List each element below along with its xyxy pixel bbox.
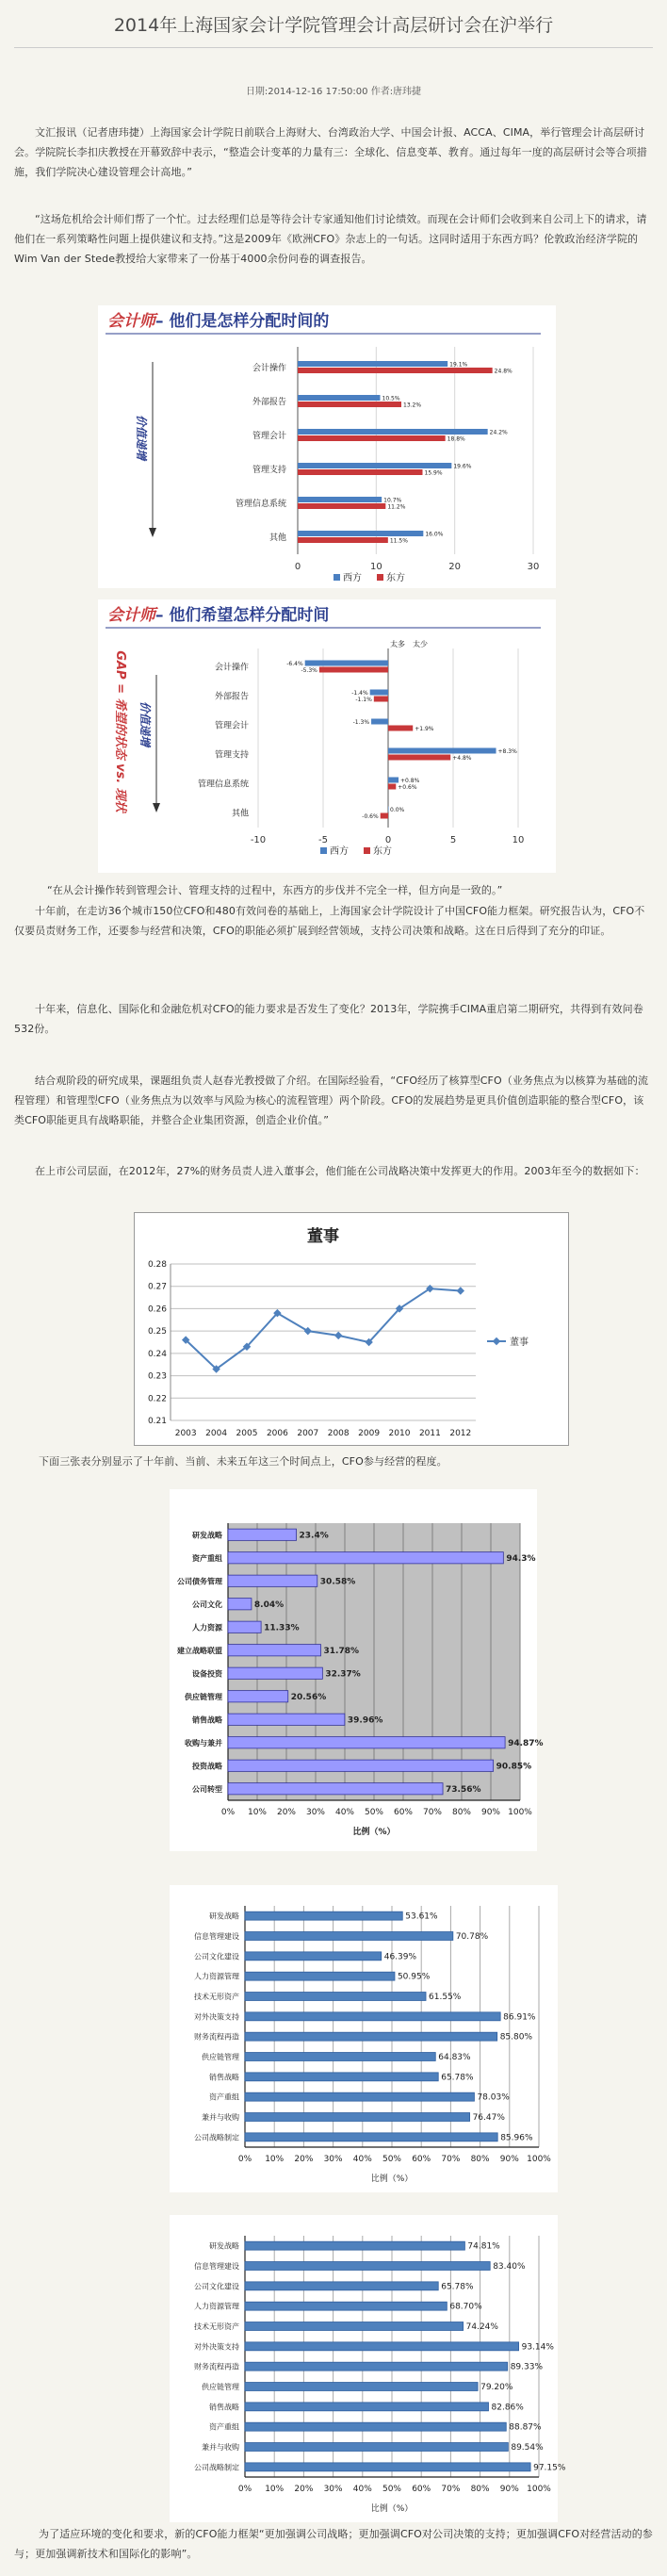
x-tick-label: 0% [220, 1808, 236, 1817]
data-label: 53.61% [405, 1911, 438, 1922]
category-label: 兼并与收购 [202, 2113, 239, 2122]
category-label: 其他 [268, 533, 286, 543]
data-label: 65.78% [441, 2282, 474, 2292]
category-label: 管理支持 [252, 466, 286, 475]
data-label: 24.2% [489, 429, 508, 436]
category-label: 资产重组 [192, 1553, 222, 1563]
x-axis-title: 比例（%） [370, 2504, 414, 2514]
data-label: 32.37% [325, 1669, 361, 1680]
x-tick-label: 2004 [205, 1429, 228, 1438]
data-label: -1.4% [351, 690, 368, 697]
data-label: 88.87% [509, 2422, 542, 2433]
x-tick-label: 50% [364, 1808, 384, 1817]
data-label: 74.81% [467, 2241, 500, 2252]
bar [371, 719, 388, 725]
bar [228, 1760, 494, 1771]
x-tick-label: 30% [323, 2485, 343, 2494]
x-tick-label: 100% [508, 1808, 532, 1817]
category-label: 管理会计 [252, 432, 286, 441]
legend-swatch [320, 847, 327, 854]
data-label: +0.8% [400, 778, 420, 784]
data-label: 83.40% [493, 2262, 526, 2272]
x-tick-label: 40% [334, 1808, 355, 1817]
x-tick-label: 20% [294, 2485, 314, 2494]
data-label: -0.6% [362, 813, 379, 820]
category-label: 对外决策支持 [194, 2342, 239, 2352]
x-tick-label: 50% [382, 2485, 402, 2494]
x-tick-label: 30 [527, 562, 540, 572]
category-label: 管理支持 [214, 750, 249, 761]
data-label: -5.3% [301, 667, 317, 674]
paragraph-3: “在从会计操作转到管理会计、管理支持的过程中，东西方的步伐并不完全一样，但方向是一致的。” [47, 884, 503, 896]
data-label: 86.91% [503, 2012, 536, 2023]
bar [245, 2463, 530, 2471]
data-label: 0.0% [390, 807, 405, 813]
article-meta: 日期:2014-12-16 17:50:00 作者:唐玮捷 [245, 87, 422, 97]
bar [298, 469, 423, 475]
category-label: 供应链管理 [202, 2053, 239, 2061]
category-label: 人力资源管理 [194, 1972, 239, 1981]
figure-current [170, 1885, 558, 2192]
side-label: 价值递增 [135, 414, 148, 461]
x-tick-label: 0 [384, 835, 392, 845]
bar [228, 1691, 288, 1702]
category-label: 公司战略制定 [194, 2133, 239, 2142]
data-label: 93.14% [521, 2342, 554, 2353]
bar [245, 2422, 506, 2431]
data-label: 30.58% [319, 1577, 356, 1587]
x-tick-label: 70% [422, 1808, 443, 1817]
data-label: 10.5% [382, 395, 400, 402]
chart-title-rest: – 他们是怎样分配时间的 [155, 312, 330, 331]
bar [298, 395, 381, 401]
data-point [304, 1327, 312, 1335]
category-label: 外部报告 [214, 692, 249, 702]
bar [245, 1932, 453, 1941]
x-tick-label: 90% [499, 2485, 519, 2494]
time-gap-chart [98, 599, 556, 873]
legend-label: 东方 [386, 573, 405, 583]
figure-director-ratio [134, 1212, 569, 1446]
chart-title-rest: – 他们希望怎样分配时间 [155, 606, 330, 625]
bar [245, 2073, 438, 2081]
x-tick-label: 40% [352, 2485, 372, 2494]
x-tick-label: 0 [294, 562, 301, 572]
category-label: 设备投资 [192, 1669, 222, 1679]
legend-swatch [364, 847, 370, 854]
y-tick-label: 0.24 [147, 1349, 167, 1359]
y-tick-label: 0.25 [147, 1327, 167, 1337]
annotation: 太多 太少 [390, 640, 428, 648]
bar [298, 537, 388, 543]
data-label: 11.5% [389, 537, 408, 545]
bar [245, 1911, 402, 1920]
category-label: 供应链管理 [185, 1692, 222, 1701]
paragraph-5: 十年来，信息化、国际化和金融危机对CFO的能力要求是否发生了变化？2013年，学院携手CIMA重启第二期研究，共得到有效问卷532份。 [14, 1003, 643, 1035]
bar [245, 2342, 519, 2351]
category-label: 会计操作 [214, 663, 249, 673]
bar [245, 2241, 464, 2250]
side-label-gap: GAP = 希望的状态 vs. 现状 [113, 650, 127, 812]
category-label: 收购与兼并 [185, 1738, 222, 1747]
bar [228, 1714, 345, 1725]
x-tick-label: 60% [412, 2485, 431, 2494]
data-label: 97.15% [533, 2463, 566, 2473]
category-label: 其他 [231, 809, 249, 819]
category-label: 外部报告 [252, 398, 286, 407]
bar [228, 1599, 252, 1610]
bar [388, 726, 413, 731]
x-tick-label: 80% [470, 2155, 490, 2164]
data-label: 19.6% [453, 463, 472, 470]
bar [298, 435, 446, 441]
bar [298, 531, 423, 536]
paragraph-7: 在上市公司层面，在2012年，27%的财务员责人进入董事会，他们能在公司战略决策中发挥更大的作用。2003年至今的数据如下： [35, 1165, 645, 1177]
x-tick-label: 10 [369, 562, 382, 572]
x-tick-label: 30% [305, 1808, 326, 1817]
x-tick-label: 2011 [418, 1429, 441, 1438]
data-label: 76.47% [472, 2113, 505, 2123]
x-tick-label: 80% [451, 1808, 472, 1817]
bar [245, 2282, 438, 2290]
bar [298, 503, 385, 509]
category-label: 财务流程再造 [194, 2032, 239, 2042]
x-tick-label: 2005 [236, 1429, 258, 1438]
paragraph-8: 下面三张表分别显示了十年前、当前、未来五年这三个时间点上，CFO参与经营的程度。 [39, 1455, 447, 1468]
x-tick-label: 10% [265, 2155, 285, 2164]
data-label: 11.2% [387, 503, 406, 511]
data-label: -1.3% [352, 719, 370, 726]
x-tick-label: 2010 [388, 1429, 411, 1438]
category-label: 研发战略 [192, 1531, 222, 1540]
legend-swatch [334, 574, 340, 581]
category-label: 财务流程再造 [194, 2362, 239, 2371]
x-tick-label: 5 [449, 835, 457, 845]
bar [228, 1529, 297, 1540]
side-label: 价值递增 [138, 700, 152, 747]
data-label: 65.78% [441, 2073, 474, 2083]
category-label: 信息管理建设 [194, 1932, 239, 1941]
category-label: 公司战略制定 [194, 2463, 239, 2472]
paragraph-4: 十年前，在走访36个城市150位CFO和480有效问卷的基础上，上海国家会计学院设计了中国CFO能力框架。研究报告认为，CFO不仅要员责财务工作，还要参与经营和决策，CFO的职能必须扩展到经营领域，支持公司决策和战略。这在日后得到了充分的印证。 [14, 905, 645, 937]
bar [245, 2443, 508, 2452]
data-label: 64.83% [438, 2053, 471, 2062]
data-label: 74.24% [465, 2322, 498, 2332]
bar [228, 1575, 317, 1586]
bar [298, 463, 451, 468]
category-label: 技术无形资产 [194, 1993, 239, 2001]
category-label: 对外决策支持 [194, 2012, 239, 2022]
bar [245, 2092, 474, 2101]
category-label: 技术无形资产 [194, 2322, 239, 2331]
bar [381, 813, 388, 819]
bar [245, 2053, 435, 2061]
category-label: 建立战略联盟 [177, 1646, 222, 1655]
category-label: 公司债务管理 [177, 1577, 222, 1586]
data-label: 82.86% [491, 2403, 524, 2413]
x-tick-label: 70% [441, 2155, 461, 2164]
x-tick-label: 20% [276, 1808, 297, 1817]
x-axis-title: 比例（%） [352, 1828, 396, 1837]
bar [388, 807, 389, 812]
category-label: 供应链管理 [202, 2383, 239, 2391]
x-tick-label: 10 [512, 835, 525, 845]
category-label: 公司文化建设 [194, 2282, 239, 2291]
paragraph-2: “这场危机给会计师们帮了一个忙。过去经理们总是等待会计专家通知他们讨论绩效。而现在会计师们会收到来自公司上下的请求，请他们在一系列策略性问题上提供建议和支持。”这是2009年《欧洲CFO》杂志上的一句话。这同时适用于东西方吗？伦敦政治经济学院的Wim Van der Stede教授给大家带来了一份基于4000余份问卷的调查报告。 [14, 213, 647, 265]
data-label: 46.39% [383, 1952, 417, 1962]
category-label: 销售战略 [209, 2403, 239, 2412]
x-tick-label: 100% [527, 2155, 551, 2164]
bar [228, 1737, 505, 1748]
figure-time-gap [98, 599, 556, 873]
ten-years-ago-chart [170, 1489, 544, 1851]
y-tick-label: 0.26 [147, 1304, 167, 1315]
category-label: 研发战略 [209, 1911, 239, 1921]
bar [298, 368, 493, 373]
chart-title [107, 311, 329, 331]
x-tick-label: 20 [448, 562, 462, 572]
x-tick-label: 2008 [327, 1429, 350, 1438]
x-tick-label: -10 [250, 835, 267, 845]
chart-title-accent: 会计师 [107, 606, 155, 625]
category-label: 信息管理建设 [194, 2262, 239, 2271]
category-label: 销售战略 [192, 1715, 222, 1725]
y-tick-label: 0.21 [147, 1417, 167, 1426]
x-tick-label: 50% [382, 2155, 402, 2164]
data-label: 19.1% [449, 361, 468, 369]
data-point [334, 1332, 342, 1339]
bar [245, 2362, 508, 2371]
x-tick-label: 60% [393, 1808, 414, 1817]
value-arrow-head [149, 528, 156, 537]
paragraph-9: 为了适应环境的变化和要求，新的CFO能力框架“更加强调公司战略；更加强调CFO对公司决策的支持；更加强调CFO对经营活动的参与；更加强调新技术和国际化的影响”。 [14, 2528, 653, 2560]
y-tick-label: 0.23 [147, 1371, 167, 1382]
data-label: 8.04% [253, 1600, 285, 1610]
x-tick-label: 2009 [358, 1429, 381, 1438]
bar [245, 1952, 382, 1961]
y-tick-label: 0.22 [147, 1394, 167, 1404]
bar [228, 1645, 321, 1656]
category-label: 管理信息系统 [235, 500, 286, 509]
data-label: 61.55% [429, 1993, 462, 2002]
bar [245, 1972, 395, 1980]
bar [298, 402, 401, 407]
data-label: +8.3% [497, 748, 517, 755]
value-arrow-head [153, 803, 160, 812]
bar [298, 361, 447, 367]
bar [228, 1667, 322, 1679]
category-label: 投资战略 [192, 1762, 222, 1771]
x-tick-label: 2012 [449, 1429, 472, 1438]
bar [370, 690, 388, 696]
category-label: 销售战略 [209, 2073, 239, 2082]
bar [245, 2032, 497, 2041]
next-five-years-chart [170, 2215, 566, 2522]
x-tick-label: 2007 [297, 1429, 319, 1438]
bar [298, 429, 488, 435]
x-axis-title: 比例（%） [370, 2174, 414, 2184]
data-label: 23.4% [299, 1531, 329, 1541]
category-label: 公司文化 [192, 1600, 222, 1609]
data-label: 50.95% [397, 1972, 431, 1982]
time-allocation-chart [98, 305, 556, 588]
legend-label: 东方 [373, 846, 392, 857]
category-label: 兼并与收购 [202, 2443, 239, 2452]
category-label: 人力资源管理 [194, 2302, 239, 2311]
data-label: 15.9% [424, 469, 443, 477]
y-tick-label: 0.28 [147, 1260, 167, 1270]
data-label: 94.87% [508, 1738, 544, 1748]
data-label: 11.33% [264, 1623, 300, 1633]
figure-next-five-years [170, 2215, 566, 2522]
x-tick-label: 80% [470, 2485, 490, 2494]
category-label: 管理信息系统 [197, 779, 249, 790]
figure-ten-years-ago [170, 1489, 544, 1851]
chart-title: 董事 [307, 1227, 339, 1246]
legend-label: 董事 [510, 1337, 529, 1348]
current-chart [170, 1885, 558, 2192]
figure-time-allocation [98, 305, 556, 588]
bar [245, 2133, 497, 2141]
paragraph-1: 文汇报讯（记者唐玮捷）上海国家会计学院日前联合上海财大、台湾政治大学、中国会计报、ACCA、CIMA，举行管理会计高层研讨会。学院院长李扣庆教授在开幕致辞中表示，“整造会计变革的力量有三：全球化、信息变革、教育。通过每年一度的高层研讨会等合项措施，我们学院决心建设管理会计高地。” [14, 126, 647, 178]
bar [388, 778, 399, 783]
category-label: 人力资源 [192, 1623, 222, 1633]
data-label: 73.56% [446, 1784, 481, 1795]
data-label: 20.56% [290, 1692, 327, 1702]
category-label: 公司文化建设 [194, 1952, 239, 1961]
category-label: 研发战略 [209, 2241, 239, 2251]
x-tick-label: 60% [412, 2155, 431, 2164]
bar [245, 1993, 426, 2001]
x-tick-label: 70% [441, 2485, 461, 2494]
article-title: 2014年上海国家会计学院管理会计高层研讨会在沪举行 [113, 15, 554, 36]
x-tick-label: 2003 [174, 1429, 197, 1438]
bar [228, 1552, 503, 1564]
legend-label: 西方 [343, 573, 362, 583]
bar [245, 2262, 490, 2271]
title-divider [14, 47, 653, 48]
data-label: 13.2% [403, 402, 422, 409]
data-label: 78.03% [477, 2092, 510, 2103]
bar [305, 661, 388, 666]
bar [245, 2302, 447, 2310]
x-tick-label: 10% [247, 1808, 268, 1817]
data-label: 24.8% [494, 368, 512, 375]
paragraph-6: 结合观阶段的研究成果，课题组负责人赵春光教授做了介绍。在国际经验看，“CFO经历了核算型CFO（业务焦点为以核算为基础的流程管理）和管理型CFO（业务焦点为以效率与风险为核心的流程管理）两个阶段。CFO的发展趋势是更具价值创造职能的整合型CFO，该类CFO职能更具有战略职能，并整合企业集团资源，创造企业价值。” [14, 1075, 649, 1126]
x-tick-label: 30% [323, 2155, 343, 2164]
bar [319, 667, 388, 673]
data-label: +4.8% [452, 755, 472, 762]
bar [228, 1621, 261, 1633]
x-tick-label: 0% [237, 2155, 252, 2164]
bar [228, 1783, 443, 1795]
x-tick-label: 0% [237, 2485, 252, 2494]
data-label: 90.85% [496, 1762, 532, 1772]
bar [388, 784, 396, 790]
category-label: 会计操作 [252, 364, 286, 373]
data-label: 18.8% [447, 435, 465, 443]
data-label: 39.96% [347, 1715, 383, 1726]
x-tick-label: 90% [480, 1808, 501, 1817]
data-label: 68.70% [449, 2302, 482, 2312]
bar [298, 497, 382, 502]
data-label: 70.78% [455, 1932, 489, 1942]
x-tick-label: 90% [499, 2155, 519, 2164]
chart-title-accent: 会计师 [107, 312, 155, 331]
data-label: -1.1% [355, 697, 372, 703]
x-tick-label: 20% [294, 2155, 314, 2164]
data-label: 16.0% [425, 531, 444, 538]
data-label: 10.7% [383, 497, 402, 504]
legend-swatch [377, 574, 383, 581]
bar [245, 2113, 470, 2122]
bar [388, 755, 450, 761]
bar [245, 2383, 478, 2391]
data-label: 85.80% [499, 2032, 533, 2043]
bar [388, 748, 496, 754]
data-label: +0.6% [398, 784, 417, 791]
x-tick-label: 100% [527, 2485, 551, 2494]
data-label: 89.54% [511, 2443, 544, 2453]
category-label: 资产重组 [209, 2422, 239, 2432]
bar [245, 2012, 500, 2021]
legend-marker [493, 1337, 500, 1345]
series-line [186, 1288, 461, 1369]
legend-label: 西方 [330, 846, 349, 857]
data-label: 79.20% [480, 2383, 513, 2392]
bar [245, 2322, 464, 2331]
y-tick-label: 0.27 [147, 1282, 167, 1292]
x-tick-label: 2006 [266, 1429, 288, 1438]
category-label: 公司转型 [192, 1784, 222, 1794]
x-tick-label: 10% [265, 2485, 285, 2494]
x-tick-label: -5 [318, 835, 328, 845]
data-label: 31.78% [323, 1646, 360, 1656]
data-label: +1.9% [415, 726, 434, 732]
bar [374, 697, 388, 702]
data-label: 85.96% [500, 2133, 533, 2143]
data-label: 94.3% [506, 1553, 536, 1564]
x-tick-label: 40% [352, 2155, 372, 2164]
category-label: 资产重组 [209, 2092, 239, 2102]
data-point [457, 1287, 464, 1294]
data-label: 89.33% [510, 2362, 544, 2372]
bar [245, 2403, 489, 2411]
category-label: 管理会计 [214, 721, 249, 731]
chart-title [107, 605, 329, 625]
director-ratio-chart [135, 1213, 568, 1445]
data-label: -6.4% [286, 661, 303, 667]
